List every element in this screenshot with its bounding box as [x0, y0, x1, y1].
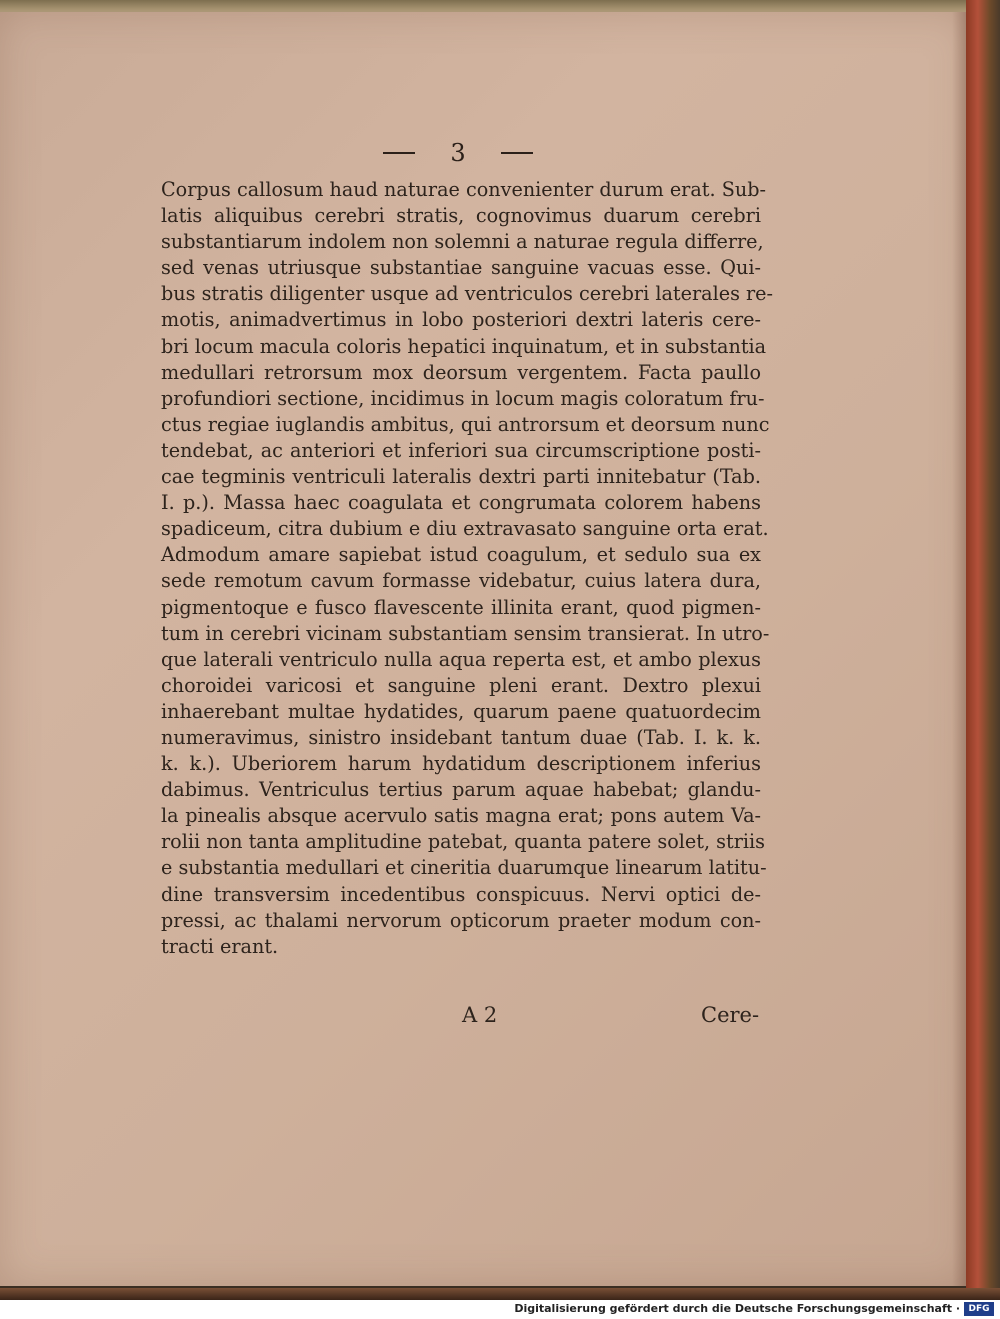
text-line: choroidei varicosi et sanguine pleni erant. Dextro plexui: [161, 673, 761, 697]
text-line: tum in cerebri vicinam substantiam sensim transierat. In utro-: [161, 621, 770, 645]
text-line: cae tegminis ventriculi lateralis dextri parti innitebatur (Tab.: [161, 465, 761, 489]
catchword: Cere-: [701, 1003, 760, 1027]
book-cover-edge: [966, 0, 1000, 1300]
book-bottom-edge: [0, 1288, 1000, 1300]
text-line: bus stratis diligenter usque ad ventriculos cerebri laterales re-: [161, 282, 774, 306]
running-head: [383, 136, 533, 170]
text-line: profundiori sectione, incidimus in locum magis coloratum fru-: [161, 386, 765, 410]
text-line: spadiceum, citra dubium e diu extravasato sanguine orta erat.: [161, 517, 769, 541]
body-text: [161, 177, 774, 960]
left-ornament-dash: [383, 152, 415, 154]
text-line: inhaerebant multae hydatides, quarum paene quatuordecim: [161, 699, 761, 723]
dfg-logo: DFG: [964, 1302, 994, 1316]
text-line: tendebat, ac anteriori et inferiori sua circumscriptione posti-: [161, 438, 761, 462]
text-line: latis aliquibus cerebri stratis, cognovimus duarum cerebri: [161, 204, 761, 228]
page-number: 3: [450, 139, 466, 167]
signature-mark: A 2: [462, 1003, 498, 1027]
text-line: la pinealis absque acervulo satis magna erat; pons autem Va-: [161, 804, 761, 828]
text-line: substantiarum indolem non solemni a naturae regula differre,: [161, 230, 764, 254]
text-line: bri locum macula coloris hepatici inquinatum, et in substantia: [161, 334, 767, 358]
text-line: k. k.). Uberiorem harum hydatidum descriptionem inferius: [161, 752, 761, 776]
text-line: numeravimus, sinistro insidebant tantum duae (Tab. I. k. k.: [161, 725, 761, 749]
text-line: tracti erant.: [161, 934, 279, 958]
right-ornament-dash: [501, 152, 533, 154]
text-line: medullari retrorsum mox deorsum vergentem. Facta paullo: [161, 360, 761, 384]
text-line: I. p.). Massa haec coagulata et congrumata colorem habens: [161, 491, 761, 515]
text-line: sede remotum cavum formasse videbatur, cuius latera dura,: [161, 569, 761, 593]
text-line: pigmentoque e fusco flavescente illinita erant, quod pigmen-: [161, 595, 761, 619]
text-line: dabimus. Ventriculus tertius parum aquae habebat; glandu-: [161, 778, 761, 802]
text-line: sed venas utriusque substantiae sanguine vacuas esse. Qui-: [161, 256, 761, 280]
text-line: que laterali ventriculo nulla aqua reperta est, et ambo plexus: [161, 647, 761, 671]
text-line: motis, animadvertimus in lobo posteriori dextri lateris cere-: [161, 308, 761, 332]
text-line: ctus regiae iuglandis ambitus, qui antrorsum et deorsum nunc: [161, 412, 770, 436]
text-line: dine transversim incedentibus conspicuus. Nervi optici de-: [161, 882, 761, 906]
text-line: pressi, ac thalami nervorum opticorum praeter modum con-: [161, 908, 761, 932]
text-line: Admodum amare sapiebat istud coagulum, et sedulo sua ex: [161, 543, 761, 567]
text-line: rolii non tanta amplitudine patebat, quanta patere solet, striis: [161, 830, 766, 854]
text-line: e substantia medullari et cineritia duarumque linearum latitu-: [161, 856, 767, 880]
footer-credit: Digitalisierung gefördert durch die Deutsche Forschungsgemeinschaft ·: [514, 1302, 960, 1315]
text-line: Corpus callosum haud naturae convenienter durum erat. Sub-: [161, 178, 766, 201]
digitization-footer: [0, 1300, 1000, 1319]
